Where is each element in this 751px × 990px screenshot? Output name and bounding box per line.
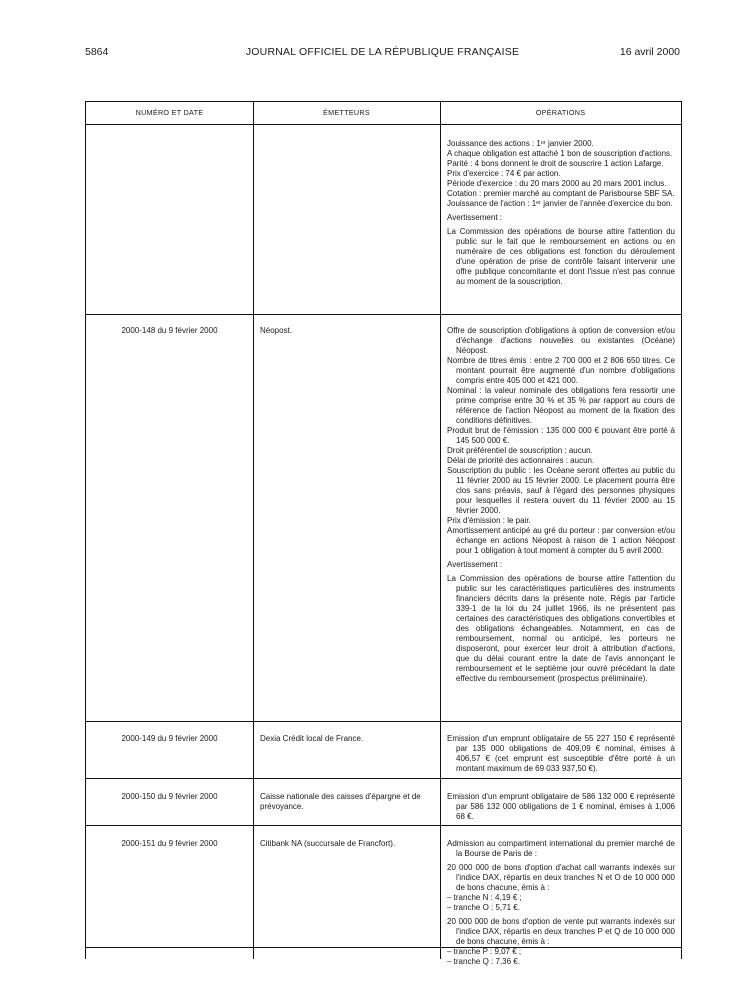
row-divider	[86, 825, 681, 826]
list-item: A chaque obligation est attaché 1 bon de souscription d'actions.	[447, 149, 673, 158]
list-item: Nombre de titres émis : entre 2 700 000 et 2 806 650 titres. Ce montant pourrait être augmenté d'un nombre d'obligations compris entre 405 000 et 421 000.	[447, 356, 675, 385]
journal-title: JOURNAL OFFICIEL DE LA RÉPUBLIQUE FRANÇAISE	[245, 46, 520, 58]
warning-heading: Avertissement :	[447, 213, 502, 222]
column-header-number: NUMÉRO ET DATE	[135, 108, 204, 117]
list-item: Produit brut de l'émission : 135 000 000 € pouvant être porté à 145 500 000 €.	[447, 426, 675, 445]
list-item: Jouissance de l'action : 1ᵉʳ janvier de l'année d'exercice du bon.	[447, 199, 673, 208]
row-divider	[86, 721, 681, 722]
list-item: Jouissance des actions : 1ᵉʳ janvier 2000.	[447, 139, 594, 148]
list-item: Prix d'exercice : 74 € par action.	[447, 169, 561, 178]
issue-date: 16 avril 2000	[619, 46, 680, 58]
list-item: Cotation : premier marché au comptant de Parisbourse SBF SA.	[447, 189, 675, 198]
list-item: Prix d'émission : le pair.	[447, 516, 531, 525]
table-row-1-operations	[447, 326, 675, 684]
page-header	[85, 46, 680, 62]
column-divider	[253, 102, 254, 959]
list-item: 20 000 000 de bons d'option de vente put warrants indexés sur l'indice DAX, répartis en deux tranches P et Q de 10 000 000 de bons chacune, émis à :	[447, 917, 675, 946]
list-item: Amortissement anticipé au gré du porteur : par conversion et/ou échange en actions Néopost à raison de 1 action Néopost pour 1 obligation à tout moment à compter du 5 avril 2000.	[447, 526, 675, 555]
table-row-2-operations	[447, 734, 675, 774]
row-divider	[86, 947, 681, 948]
table-row-4-issuer: Citibank NA (succursale de Francfort).	[260, 839, 396, 848]
table-row-1-number: 2000-148 du 9 février 2000	[121, 326, 218, 335]
row-divider	[86, 314, 681, 315]
list-item: Parité : 4 bons donnent le droit de souscrire 1 action Lafarge.	[447, 159, 664, 168]
table-row-4-number: 2000-151 du 9 février 2000	[121, 839, 218, 848]
list-item: Délai de priorité des actionnaires : aucun.	[447, 456, 595, 465]
list-item: Offre de souscription d'obligations à option de conversion et/ou d'échange d'actions nouvelles ou existantes (Océane) Néopost.	[447, 326, 675, 355]
table-row-0-operations	[447, 139, 675, 287]
table-row-3-issuer: Caisse nationale des caisses d'épargne et de prévoyance.	[260, 792, 421, 811]
warning-text: La Commission des opérations de bourse attire l'attention du public sur les caractéristiques particulières des instruments financiers décrits dans la présente note. Régis par l'article 339-1 de la loi du 24 juillet 1966, ils ne présentent pas certaines des caractéristiques des obligations convertibles et des obligations échangeables. Notamment, en cas de remboursement, normal ou anticipé, les porteurs ne disposeront, pour exercer leur droit à attribution d'actions, que du délai courant entre la date de l'avis annonçant le remboursement et le septième jour ouvré précédant la date effective du remboursement (prospectus préliminaire).	[447, 574, 675, 683]
list-item: Nominal : la valeur nominale des obligations fera ressortir une prime comprise entre 30 % et 35 % par rapport au cours de référence de l'action Néopost au moment de la fixation des conditions définitives.	[447, 386, 675, 425]
operations-table	[85, 101, 682, 966]
list-item: Droit préférentiel de souscription : aucun.	[447, 446, 593, 455]
table-row-1-issuer: Néopost.	[260, 326, 293, 335]
warning-heading: Avertissement :	[447, 560, 502, 569]
list-item: Souscription du public : les Océane seront offertes au public du 11 février 2000 au 15 février 2000. Le placement pourra être clos sans préavis, sauf à l'égard des personnes physiques pour lesquelles il restera ouvert du 11 février 2000 au 15 février 2000.	[447, 466, 675, 515]
list-item: Emission d'un emprunt obligataire de 586 132 000 € représenté par 586 132 000 obligations de 1 € nominal, émises à 1,006 68 €.	[447, 792, 675, 821]
table-row-3-number: 2000-150 du 9 février 2000	[121, 792, 218, 801]
table-row-2-issuer: Dexia Crédit local de France.	[260, 734, 364, 743]
list-item: – tranche P : 9,07 € ;	[447, 947, 522, 956]
list-item: Admission au compartiment international du premier marché de la Bourse de Paris de :	[447, 839, 675, 858]
table-row-2-number: 2000-149 du 9 février 2000	[121, 734, 218, 743]
row-divider	[86, 778, 681, 779]
column-header-operations: OPÉRATIONS	[535, 108, 586, 117]
list-item: 20 000 000 de bons d'option d'achat call warrants indexés sur l'indice DAX, répartis en deux tranches N et O de 10 000 000 de bons chacune, émis à :	[447, 863, 675, 892]
column-header-issuers: ÉMETTEURS	[322, 108, 371, 117]
column-divider	[440, 102, 441, 959]
table-row-3-operations	[447, 792, 675, 822]
list-item: Emission d'un emprunt obligataire de 55 227 150 € représenté par 135 000 obligations de 409,09 € nominal, émises à 406,57 € (cet emprunt est susceptible d'être porté à un montant maximum de 69 033 937,50 €).	[447, 734, 675, 773]
page-number: 5864	[85, 46, 109, 58]
list-item: – tranche Q : 7,36 €.	[447, 957, 520, 966]
list-item: Période d'exercice : du 20 mars 2000 au 20 mars 2001 inclus.	[447, 179, 667, 188]
list-item: – tranche N : 4,19 € ;	[447, 893, 522, 902]
warning-text: La Commission des opérations de bourse attire l'attention du public sur le fait que le remboursement en actions ou en numéraire de ces obligations est fonction du déroulement d'une opération de prise de contrôle faisant intervenir une offre publique concomitante et dont l'issue n'est pas connue au moment de la souscription.	[447, 227, 675, 286]
list-item: – tranche O : 5,71 €.	[447, 903, 520, 912]
header-divider	[86, 124, 681, 125]
